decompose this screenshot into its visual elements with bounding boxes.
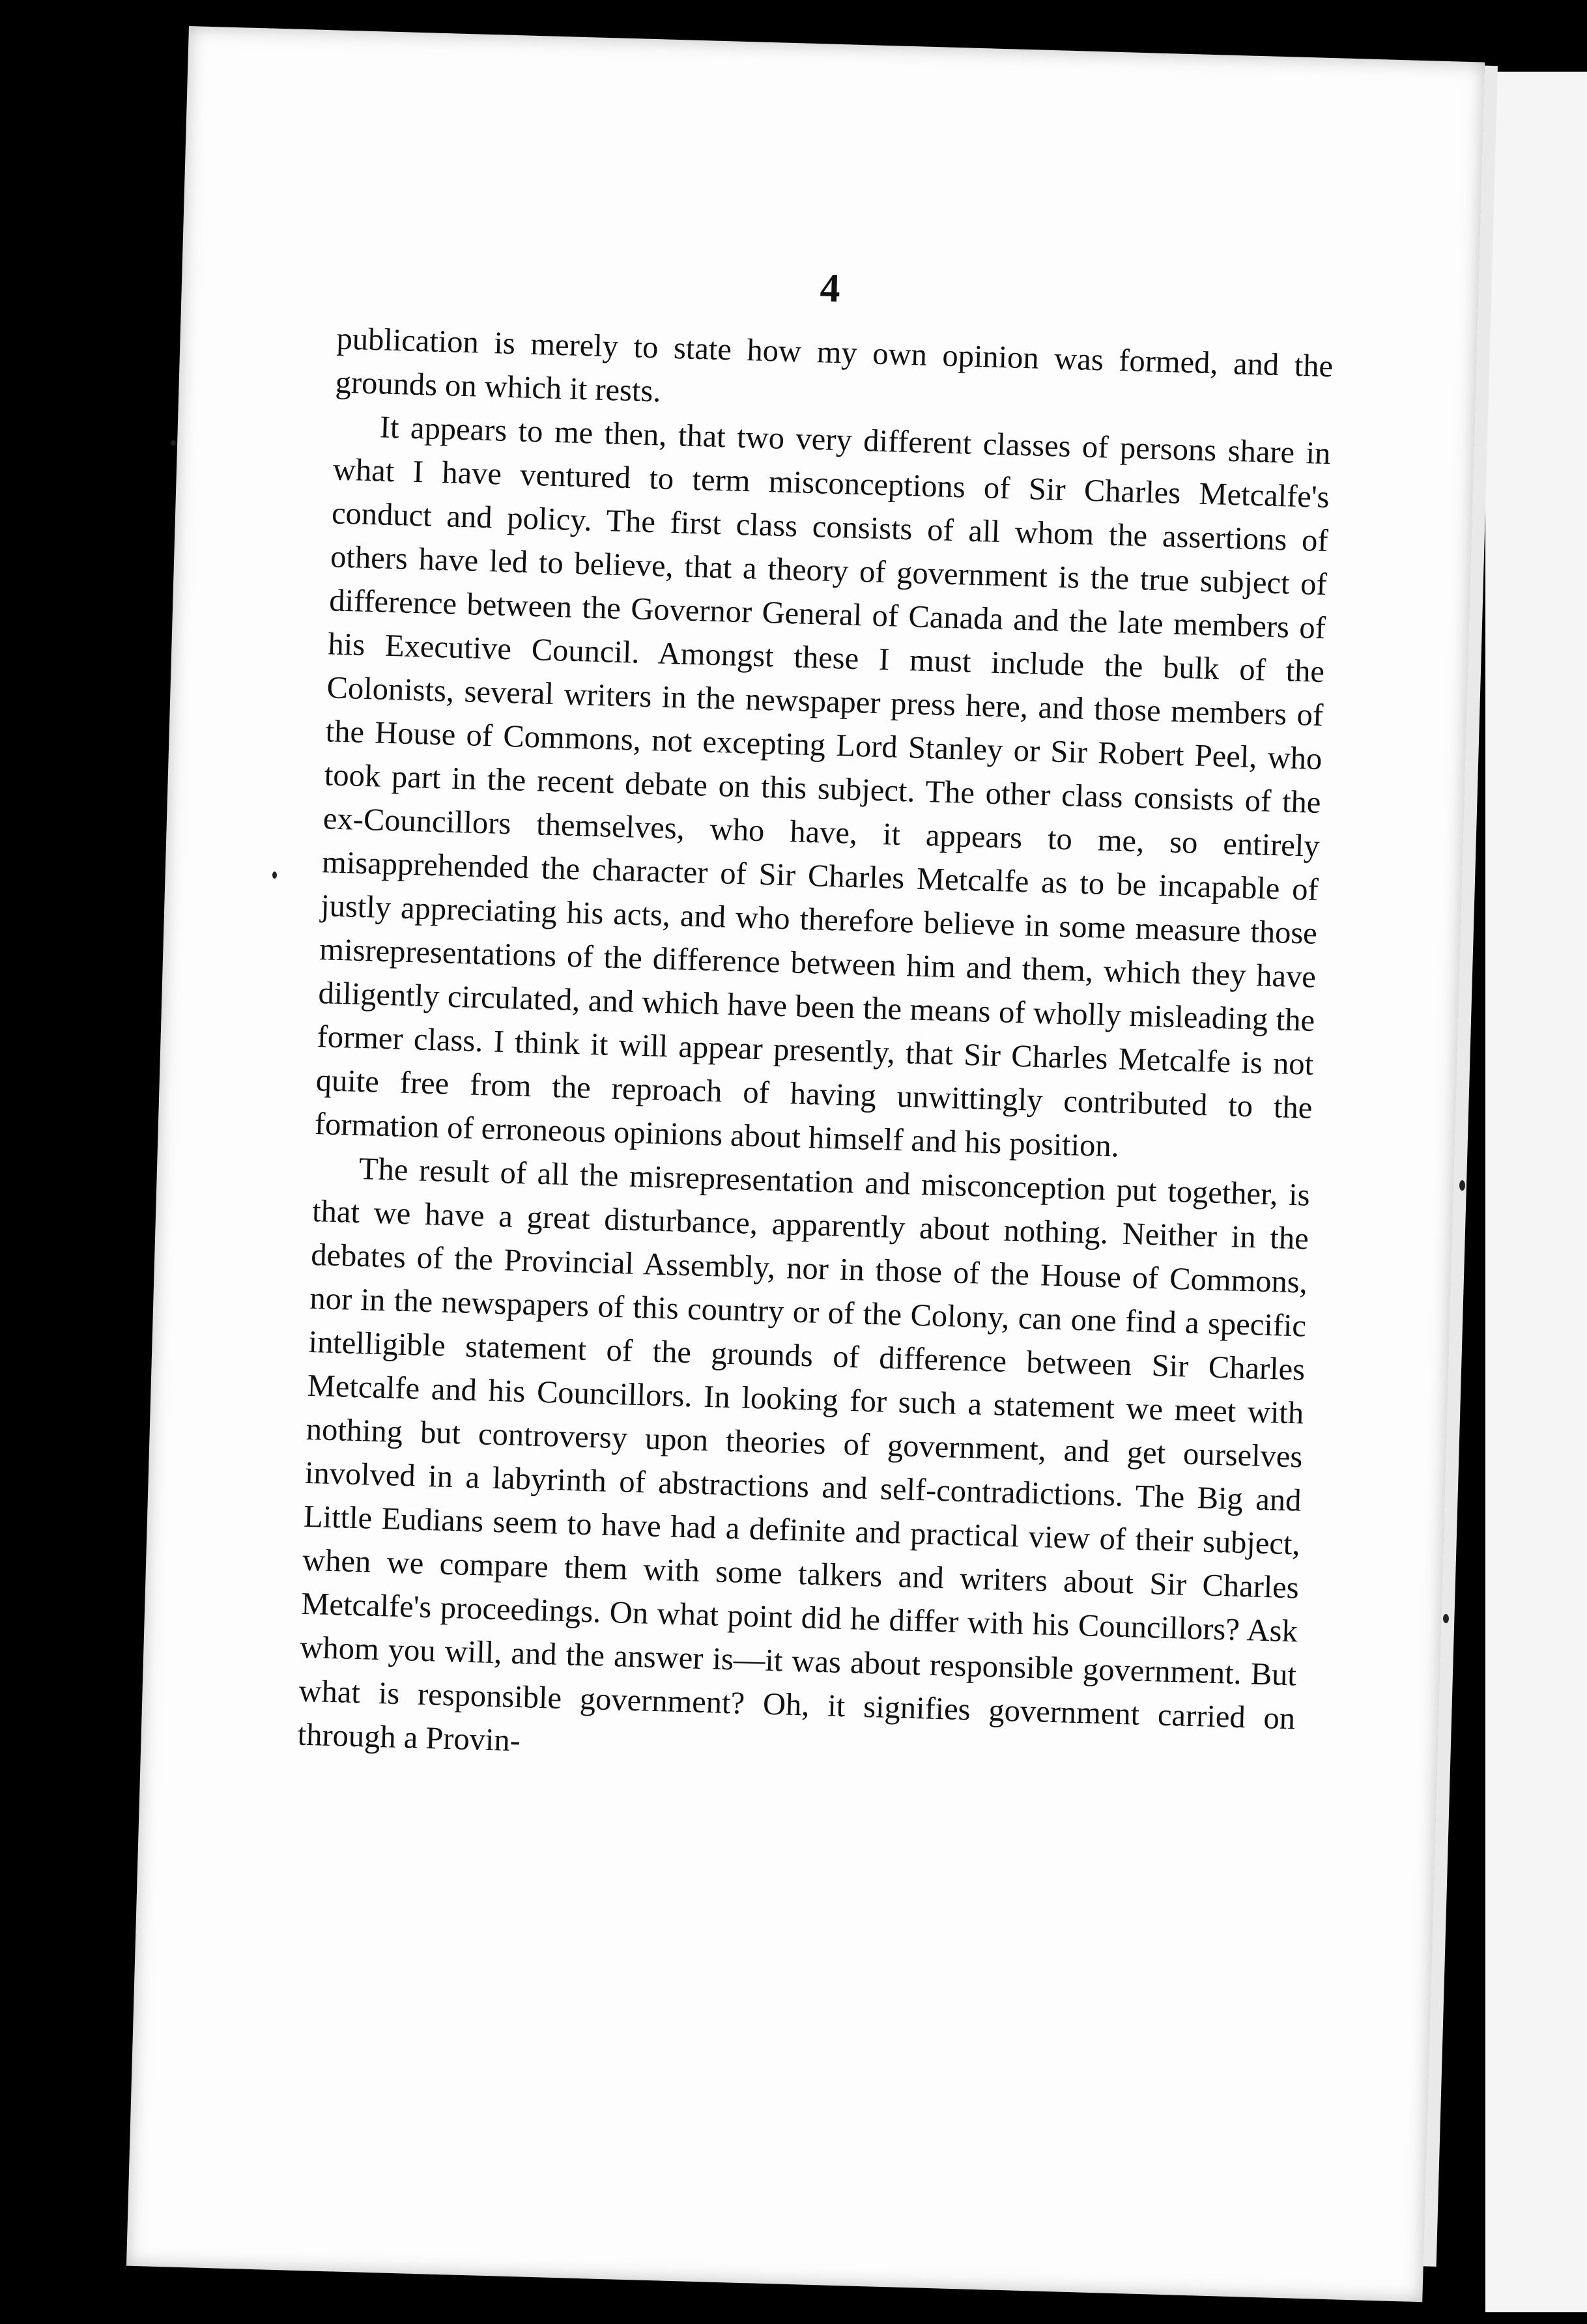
- paragraph-continuation: publication is merely to state how my own opinion was formed, and the grounds on which it rests.: [335, 321, 1334, 409]
- paragraph-misconceptions: It appears to me then, that two very different classes of persons share in what I have ventured to term misconceptions of Sir Charles Metcalfe's conduct and policy. The first class consists of all whom the assertions of others have led to believe, that a theory of government is the true subject of difference between the Governor General of Canada and the late members of his Executive Council. Amongst these I must include the bulk of the Colonists, several writers in the newspaper press here, and those members of the House of Commons, not excepting Lord Stanley or Sir Robert Peel, who took part in the recent debate on this subject. The other class consists of the ex-Councillors themselves, who have, it appears to me, so entirely misapprehended the character of Sir Charles Metcalfe as to be incapable of justly appreciating his acts, and who therefore believe in some measure those misrepresentations of the difference between him and them, which they have diligently circulated, and which have been the means of wholly misleading the former class. I think it will appear presently, that Sir Charles Metcalfe is not quite free from the reproach of having unwittingly contributed to the formation of erroneous opinions about himself and his position.: [314, 410, 1332, 1164]
- paragraph-result: The result of all the misrepresentation and misconception put together, is that we have a great disturbance, apparently about nothing. Neither in the debates of the Provincial Assembly, nor in those of the House of Commons, nor in the newspapers of this country or of the Colony, can one find a specific intelligible statement of the grounds of difference between Sir Charles Metcalfe and his Councillors. In looking for such a statement we meet with nothing but controversy upon theories of government, and get ourselves involved in a labyrinth of abstractions and self-contradictions. The Big and Little Eudians seem to have had a definite and practical view of their subject, when we compare them with some talkers and writers about Sir Charles Metcalfe's proceedings. On what point did he differ with his Councillors? Ask whom you will, and the answer is—it was about responsible government. But what is responsible government? Oh, it signifies government carried on through a Provin-: [297, 1151, 1311, 1759]
- body-text: [297, 317, 1334, 1785]
- ink-speck: [272, 872, 277, 879]
- ink-speck: [1443, 1614, 1449, 1623]
- page-number: 4: [819, 266, 841, 311]
- facing-page-edge: [1485, 72, 1587, 2312]
- book-page: [126, 26, 1485, 2302]
- ink-speck: [171, 440, 176, 446]
- ink-speck: [1459, 1180, 1465, 1191]
